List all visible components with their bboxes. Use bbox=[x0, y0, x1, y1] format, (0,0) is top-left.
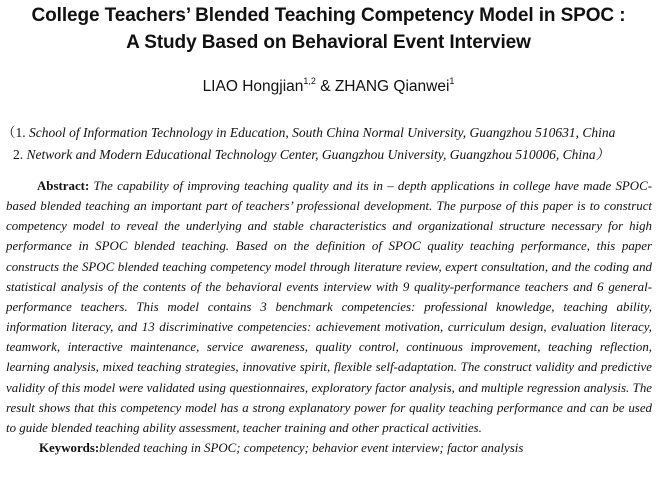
author-name: LIAO Hongjian bbox=[202, 78, 304, 96]
abstract-label: Abstract: bbox=[37, 179, 90, 193]
author-separator: & bbox=[315, 78, 335, 96]
keywords-text: blended teaching in SPOC; competency; behavior event interview; factor analysis bbox=[99, 441, 524, 455]
paper-title-line-2: A Study Based on Behavioral Event Interview bbox=[126, 32, 531, 53]
keywords-label: Keywords: bbox=[39, 441, 100, 455]
affiliation-2 bbox=[0, 143, 657, 163]
author-affiliation-mark: 1,2 bbox=[303, 76, 316, 86]
author-affiliation-mark: 1 bbox=[449, 76, 455, 86]
abstract-paragraph bbox=[6, 176, 652, 438]
affiliation-text: School of Information Technology in Education, South China Normal University, Guangzhou 510631, China bbox=[29, 125, 616, 140]
affiliation-text: Network and Modern Educational Technology Center, Guangzhou University, Guangzhou 510006, China） bbox=[26, 147, 610, 162]
keywords-line bbox=[39, 441, 523, 456]
author-name: ZHANG Qianwei bbox=[334, 78, 450, 96]
affiliation-number: 2. bbox=[13, 147, 24, 162]
affiliation-1 bbox=[0, 121, 657, 141]
author-list bbox=[0, 77, 657, 96]
abstract-text: The capability of improving teaching quality and its in – depth applications in college have made SPOC-based blended teaching an important part of teachers’ professional development. The purpose of this paper is to construct competency model to reveal the underlying and stable characteristics and organizational structure necessary for high performance in SPOC blended teaching. Based on the definition of SPOC quality teaching performance, this paper constructs the SPOC blended teaching competency model through literature review, expert consultation, and the coding and statistical analysis of the contents of the behavioral events interview with 9 quality-performance teachers and 6 general-performance teachers. This model contains 3 benchmark competencies: professional knowledge, teaching ability, information literacy, and 13 discriminative competencies: achievement motivation, curriculum design, evaluation literacy, teamwork, interactive maintenance, service awareness, quality control, continuous improvement, teaching reflection, learning analysis, mixed teaching strategies, innovative spirit, flexible self-adaptation. The construct validity and predictive validity of this model were validated using questionnaires, exploratory factor analysis, and multiple regression analysis. The result shows that this competency model has a strong explanatory power for quality teaching performance and can be used to guide blended teaching ability assessment, teacher training and other practical activities. bbox=[6, 179, 652, 435]
paper-title-line-1: College Teachers’ Blended Teaching Competency Model in SPOC : bbox=[31, 5, 626, 26]
affiliation-number: （1. bbox=[2, 125, 26, 140]
